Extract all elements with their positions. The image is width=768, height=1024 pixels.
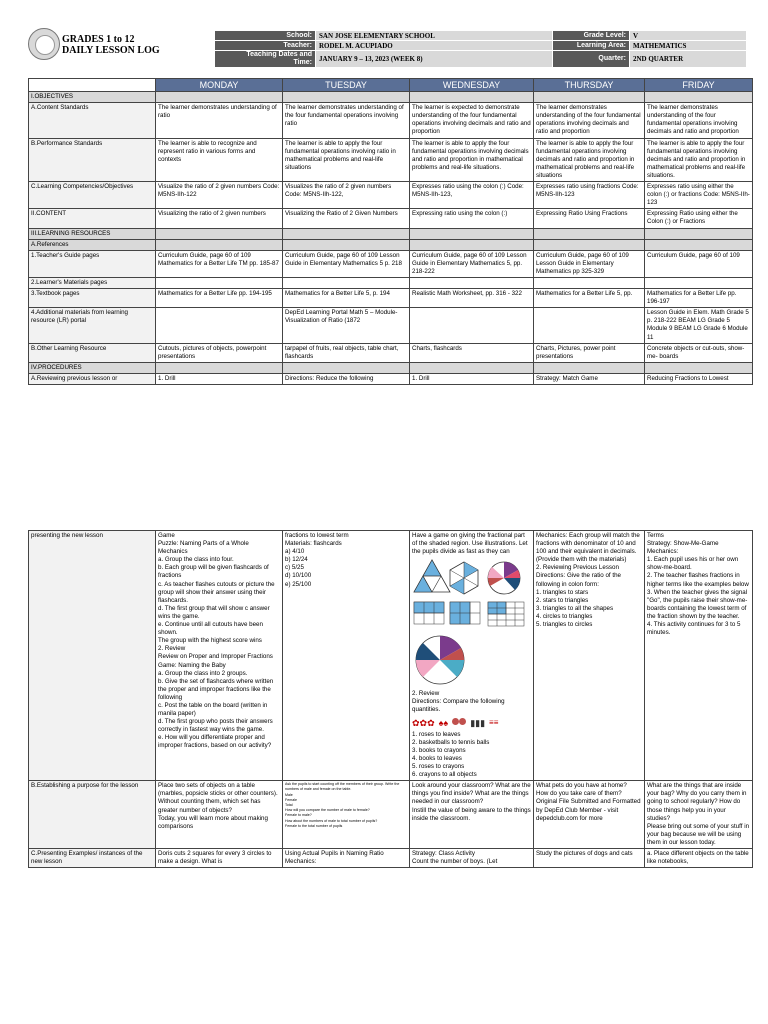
- table-row: [29, 308, 753, 343]
- tuesday-cell: fractions to lowest term Materials: flashcards a) 4/10 b) 12/24 c) 5/25 d) 10/100 e) 25/100: [283, 531, 410, 781]
- tuesday-cell: Visualizing the Ratio of 2 Given Numbers: [283, 209, 410, 228]
- monday-cell: [156, 277, 283, 288]
- tuesday-cell: [283, 228, 410, 239]
- friday-cell: [645, 239, 753, 250]
- row-label: II.CONTENT: [29, 209, 156, 228]
- friday-cell: a. Place different objects on the table like notebooks,: [645, 848, 753, 867]
- tuesday-cell: [283, 92, 410, 103]
- monday-cell: Mathematics for a Better Life pp. 194-195: [156, 289, 283, 308]
- tuesday-cell: [283, 362, 410, 373]
- thursday-cell: [534, 308, 645, 343]
- day-header: MONDAY: [156, 79, 283, 92]
- wednesday-cell: Expresses ratio using the colon (:) Code: M5NS-IIh-123,: [410, 182, 534, 209]
- wednesday-cell: [410, 531, 534, 781]
- wednesday-cell: Charts, flashcards: [410, 343, 534, 362]
- crayon-icon: ≡≡: [489, 717, 499, 727]
- school-label: School:: [215, 31, 316, 41]
- tuesday-cell: Ask the pupils to start counting off the members of their group. Write the numbers of male and female on the table. Male Female Total How will you compare the number of male to female? Female to male? How about the numbers of male to total number of pupils? Female to the total number of pupils: [283, 781, 410, 849]
- wednesday-cell: [410, 92, 534, 103]
- thursday-cell: The learner demonstrates understanding of the four fundamental operations involving decimals and ratio and proportion: [534, 103, 645, 138]
- row-label: 1.Teacher's Guide pages: [29, 250, 156, 277]
- school-value: SAN JOSE ELEMENTARY SCHOOL: [316, 31, 553, 41]
- tuesday-cell: Using Actual Pupils in Naming Ratio Mechanics:: [283, 848, 410, 867]
- table-row: [29, 239, 753, 250]
- monday-cell: Place two sets of objects on a table (marbles, popsicle sticks or other counters). Without counting them, which set has greater number of objects? Today, you will learn more about making comparisons: [156, 781, 283, 849]
- row-label: C.Presenting Examples/ instances of the new lesson: [29, 848, 156, 867]
- table-row: [29, 373, 753, 384]
- grade-level-value: V: [630, 31, 747, 41]
- wednesday-cell: [410, 277, 534, 288]
- monday-cell: The learner demonstrates understanding of ratio: [156, 103, 283, 138]
- wednesday-cell: Strategy: Class Activity Count the number of boys. (Let: [410, 848, 534, 867]
- day-header: FRIDAY: [645, 79, 753, 92]
- row-label: III.LEARNING RESOURCES: [29, 228, 156, 239]
- day-header: THURSDAY: [534, 79, 645, 92]
- friday-cell: [645, 362, 753, 373]
- row-label: 4.Additional materials from learning resource (LR) portal: [29, 308, 156, 343]
- deped-seal-icon: [28, 28, 60, 60]
- thursday-cell: Expresses ratio using fractions Code: M5NS-IIh-123: [534, 182, 645, 209]
- page-two: [0, 520, 768, 1024]
- thursday-cell: Strategy: Match Game: [534, 373, 645, 384]
- thursday-cell: [534, 239, 645, 250]
- table-row: [29, 362, 753, 373]
- page-gap: [0, 490, 768, 520]
- table-row: [29, 781, 753, 849]
- table-row: [29, 289, 753, 308]
- tuesday-cell: The learner demonstrates understanding of the four fundamental operations involving ratio: [283, 103, 410, 138]
- monday-cell: [156, 362, 283, 373]
- thursday-cell: Mechanics: Each group will match the fractions with denominator of 10 and 100 and their equivalent in decimals. (Provide them with the materials) 2. Reviewing Previous Lesson Directions: Give the ratio of the following in colon form: 1. triangles to stars 2. stars to triangles 3. triangles to all the shapes 4. circles to triangles 5. triangles to circles: [534, 531, 645, 781]
- thursday-cell: [534, 92, 645, 103]
- thursday-cell: What pets do you have at home? How do you take care of them? Original File Submitted and Formatted by DepEd Club Member - visit depedclub.com for more: [534, 781, 645, 849]
- tuesday-cell: Visualizes the ratio of 2 given numbers Code: M5NS-IIh-122,: [283, 182, 410, 209]
- friday-cell: Expressing Ratio using either the Colon (:) or Fractions: [645, 209, 753, 228]
- monday-cell: [156, 308, 283, 343]
- friday-cell: Concrete objects or cut-outs, show- me- boards: [645, 343, 753, 362]
- document-header: [28, 28, 752, 72]
- day-header: TUESDAY: [283, 79, 410, 92]
- wednesday-cell: [410, 362, 534, 373]
- wednesday-cell: Look around your classroom? What are the things you find inside? What are the things needed in our classroom? Instill the value of being aware to the things inside the classroom.: [410, 781, 534, 849]
- wednesday-cell: [410, 239, 534, 250]
- wednesday-review-text: 2. Review Directions: Compare the following quantities.: [412, 690, 505, 714]
- thursday-cell: The learner is able to apply the four fundamental operations involving decimals and ratio and proportion in mathematical problems and real-life situations: [534, 138, 645, 181]
- teaching-dates-label: Teaching Dates and Time:: [215, 51, 316, 68]
- table-row: [29, 277, 753, 288]
- friday-cell: Mathematics for a Better Life pp. 196-197: [645, 289, 753, 308]
- row-label: B.Performance Standards: [29, 138, 156, 181]
- row-label: IV.PROCEDURES: [29, 362, 156, 373]
- tuesday-cell: [283, 277, 410, 288]
- wednesday-cell: [410, 308, 534, 343]
- monday-cell: [156, 228, 283, 239]
- row-label: C.Learning Competencies/Objectives: [29, 182, 156, 209]
- table-row: [29, 209, 753, 228]
- monday-cell: Cutouts, pictures of objects, powerpoint presentations: [156, 343, 283, 362]
- rose-icon: ✿✿✿: [412, 717, 435, 728]
- row-label: I.OBJECTIVES: [29, 92, 156, 103]
- tuesday-cell: tarpapel of fruits, real objects, table chart, flashcards: [283, 343, 410, 362]
- monday-cell: [156, 92, 283, 103]
- pie-figure-two: [416, 636, 464, 684]
- lesson-log-table: [28, 78, 753, 385]
- friday-cell: Curriculum Guide, page 60 of 109: [645, 250, 753, 277]
- basketball-icon: [452, 718, 466, 728]
- document-title: GRADES 1 to 12 DAILY LESSON LOG: [62, 34, 160, 56]
- thursday-cell: [534, 277, 645, 288]
- thursday-cell: Curriculum Guide, page 60 of 109 Lesson Guide in Elementary Mathematics pp 325-329: [534, 250, 645, 277]
- tuesday-cell: The learner is able to apply the four fundamental operations involving ratio in mathematical problems and real-life situations: [283, 138, 410, 181]
- row-label: A.References: [29, 239, 156, 250]
- row-label: 3.Textbook pages: [29, 289, 156, 308]
- day-header-row: [29, 79, 753, 92]
- school-info-table: [214, 30, 747, 68]
- table-row: [29, 182, 753, 209]
- monday-cell: Visualizing the ratio of 2 given numbers: [156, 209, 283, 228]
- row-label: B.Other Learning Resource: [29, 343, 156, 362]
- day-header: WEDNESDAY: [410, 79, 534, 92]
- monday-cell: Game Puzzle: Naming Parts of a Whole Mechanics a. Group the class into four. b. Each group will be given flashcards of fractions c. As teacher flashes cutouts or picture the group will show their answer using their flashcards. d. The first group that will show c answer wins the game. e. Continue until all cutouts have been shown. The group with the highest score wins 2. Review Review on Proper and Improper Fractions Game: Naming the Baby a. Group the class into 2 groups. b. Give the set of flashcards where written the proper and improper fractions like the following c. Post the table on the board (written in manila paper) d. The first group who posts their answers correctly in fastest way wins the game. e. How will you differentiate proper and improper fractions, based on our activity?: [156, 531, 283, 781]
- pie-figure-one: [488, 562, 520, 594]
- wednesday-cell: Expressing ratio using the colon (:): [410, 209, 534, 228]
- table-row: [29, 138, 753, 181]
- learning-area-value: MATHEMATICS: [630, 41, 747, 51]
- thursday-cell: Mathematics for a Better Life 5, pp.: [534, 289, 645, 308]
- tuesday-cell: [283, 239, 410, 250]
- quarter-label: Quarter:: [553, 51, 630, 68]
- fraction-shapes-figure: [412, 558, 528, 688]
- wednesday-cell: Realistic Math Worksheet, pp. 316 - 322: [410, 289, 534, 308]
- quarter-value: 2ND QUARTER: [630, 51, 747, 68]
- friday-cell: Reducing Fractions to Lowest: [645, 373, 753, 384]
- tennis-ball-icon: ▮▮▮: [470, 717, 486, 728]
- monday-cell: Visualize the ratio of 2 given numbers Code: M5NS-IIh-122: [156, 182, 283, 209]
- monday-cell: Curriculum Guide, page 60 of 109 Mathematics for a Better Life TM pp. 185-87: [156, 250, 283, 277]
- thursday-cell: Expressing Ratio Using Fractions: [534, 209, 645, 228]
- page-one: [0, 0, 768, 490]
- quantities-figure: [412, 718, 531, 728]
- thursday-cell: Charts, Pictures, power point presentations: [534, 343, 645, 362]
- thursday-cell: [534, 362, 645, 373]
- table-row: [29, 531, 753, 781]
- monday-cell: Doris cuts 2 squares for every 3 circles to make a design. What is: [156, 848, 283, 867]
- wednesday-cell: The learner is expected to demonstrate understanding of the four fundamental operations involving decimals and ratio and proportion: [410, 103, 534, 138]
- leaf-icon: ♠♠: [438, 717, 449, 728]
- thursday-cell: Study the pictures of dogs and cats: [534, 848, 645, 867]
- wednesday-cell: Curriculum Guide, page 60 of 109 Lesson Guide in Elementary Mathematics 5, pp. 218-222: [410, 250, 534, 277]
- wednesday-game-text: Have a game on giving the fractional part of the shaded region. Use illustrations. Let the pupils divide as fast as they can: [412, 532, 528, 556]
- teaching-dates-value: JANUARY 9 – 13, 2023 (WEEK 8): [316, 51, 553, 68]
- wednesday-quantities-list: 1. roses to leaves 2. basketballs to tennis balls 3. books to crayons 4. books to leaves 5. roses to crayons 6. crayons to all objects: [412, 730, 490, 779]
- friday-cell: Terms Strategy: Show-Me-Game Mechanics: 1. Each pupil uses his or her own show-me-board. 2. The teacher flashes fractions in higher terms like the examples below 3. When the teacher gives the signal "Go", the pupils raise their show-me-boards containing the lowest term of the fraction shown by the teacher. 4. This activity continues for 3 to 5 minutes.: [645, 531, 753, 781]
- row-label: 2.Learner's Materials pages: [29, 277, 156, 288]
- monday-cell: The learner is able to recognize and represent ratio in various forms and contexts: [156, 138, 283, 181]
- wednesday-cell: 1. Drill: [410, 373, 534, 384]
- row-label: presenting the new lesson: [29, 531, 156, 781]
- friday-cell: The learner demonstrates understanding of the four fundamental operations involving decimals and ratio and proportion: [645, 103, 753, 138]
- tuesday-cell: Curriculum Guide, page 60 of 109 Lesson Guide in Elementary Mathematics 5 p. 218: [283, 250, 410, 277]
- tuesday-cell: Mathematics for a Better Life 5, p. 194: [283, 289, 410, 308]
- monday-cell: 1. Drill: [156, 373, 283, 384]
- table-row: [29, 92, 753, 103]
- wednesday-cell: [410, 228, 534, 239]
- table-row: [29, 103, 753, 138]
- friday-cell: [645, 277, 753, 288]
- monday-cell: [156, 239, 283, 250]
- thursday-cell: [534, 228, 645, 239]
- friday-cell: Lesson Guide in Elem. Math Grade 5 p. 218-222 BEAM LG Grade 5 Module 9 BEAM LG Grade 6 Module 11: [645, 308, 753, 343]
- hexagon-figure: [450, 562, 478, 594]
- table-row: [29, 228, 753, 239]
- row-label: A.Reviewing previous lesson or: [29, 373, 156, 384]
- table-row: [29, 250, 753, 277]
- grade-level-label: Grade Level:: [553, 31, 630, 41]
- friday-cell: Expresses ratio using either the colon (:) or fractions Code: M5NS-IIh-123: [645, 182, 753, 209]
- table-row: [29, 343, 753, 362]
- learning-area-label: Learning Area:: [553, 41, 630, 51]
- triangle-figure: [414, 560, 450, 592]
- wednesday-cell: The learner is able to apply the four fundamental operations involving decimals and ratio and proportion in mathematical problems and real-life situations.: [410, 138, 534, 181]
- row-label: A.Content Standards: [29, 103, 156, 138]
- row-label: B.Establishing a purpose for the lesson: [29, 781, 156, 849]
- tuesday-cell: Directions: Reduce the following: [283, 373, 410, 384]
- teacher-value: RODEL M. ACUPIADO: [316, 41, 553, 51]
- tuesday-cell: DepEd Learning Portal Math 5 – Module- Visualization of Ratio (1872: [283, 308, 410, 343]
- friday-cell: [645, 228, 753, 239]
- friday-cell: What are the things that are inside your bag? Why do you carry them in going to school regularly? How do those things help you in your studies? Please bring out some of your stuff in your bag because we will be using them in our lesson today.: [645, 781, 753, 849]
- lesson-log-table-continued: [28, 530, 753, 868]
- friday-cell: [645, 92, 753, 103]
- table-row: [29, 848, 753, 867]
- grid-figures: [414, 602, 524, 626]
- friday-cell: The learner is able to apply the four fundamental operations involving decimals and ratio and proportion in mathematical problems and real-life situations.: [645, 138, 753, 181]
- teacher-label: Teacher:: [215, 41, 316, 51]
